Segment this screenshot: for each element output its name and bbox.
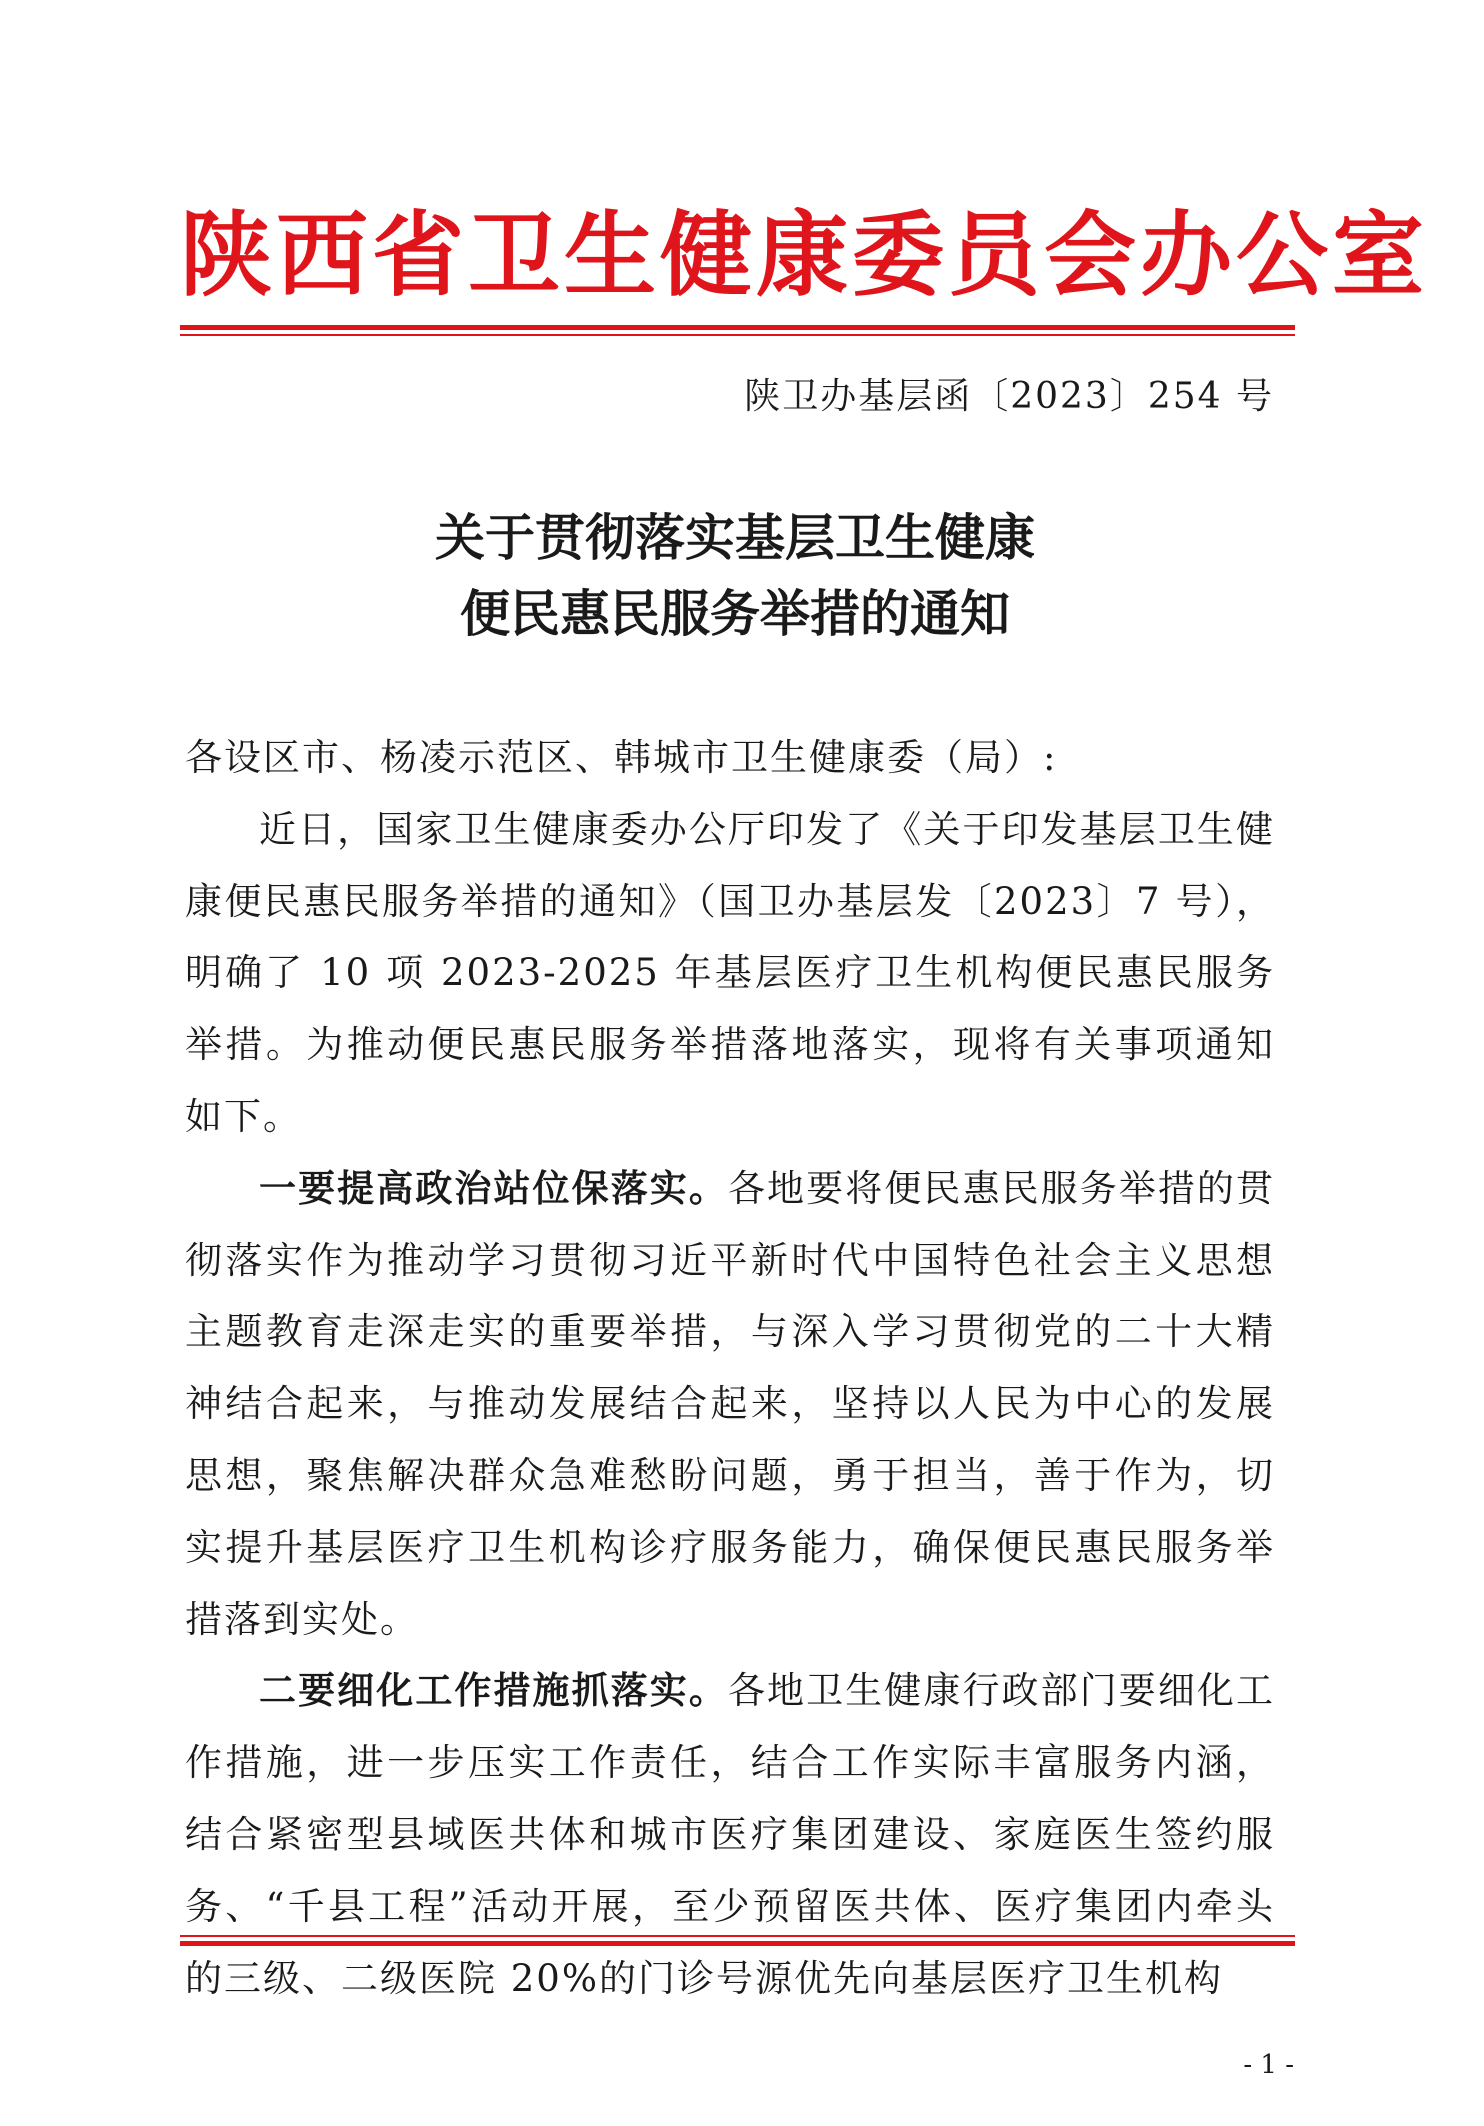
- page-number: - 1 -: [1243, 2050, 1294, 2080]
- document-body: [185, 722, 1275, 2014]
- title-line-1: 关于贯彻落实基层卫生健康: [435, 508, 1035, 567]
- salutation: 各设区市、杨凌示范区、韩城市卫生健康委（局）:: [185, 736, 1058, 779]
- document-number: 陕卫办基层函〔2023〕254 号: [744, 376, 1274, 417]
- section-1-lead: 一要提高政治站位保落实。: [259, 1165, 728, 1210]
- document-title: [180, 500, 1290, 652]
- section-2-text: 各地卫生健康行政部门要细化工作措施，进一步压实工作责任，结合工作实际丰富服务内涵，结合紧密型县域医共体和城市医疗集团建设、家庭医生签约服务、“千县工程”活动开展，至少预留医共体、医疗集团内牵头的三级、二级医院 20%的门诊号源优先向基层医疗卫生机构: [185, 1669, 1276, 2000]
- masthead: 陕西省卫生健康委员会办公室: [180, 201, 1429, 309]
- title-line-2: 便民惠民服务举措的通知: [460, 584, 1010, 643]
- section-1-text: 各地要将便民惠民服务举措的贯彻落实作为推动学习贯彻习近平新时代中国特色社会主义思想主题教育走深走实的重要举措，与深入学习贯彻党的二十大精神结合起来，与推动发展结合起来，坚持以人民为中心的发展思想，聚焦解决群众急难愁盼问题，勇于担当，善于作为，切实提升基层医疗卫生机构诊疗服务能力，确保便民惠民服务举措落到实处。: [185, 1166, 1276, 1641]
- section-2-paragraph: [185, 1655, 1275, 2014]
- intro-paragraph: 近日，国家卫生健康委办公厅印发了《关于印发基层卫生健康便民惠民服务举措的通知》（国卫办基层发〔2023〕7 号），明确了 10 项 2023-2025 年基层医疗卫生机构便民惠民服务举措。为推动便民惠民服务举措落地落实，现将有关事项通知如下。: [185, 807, 1275, 1138]
- section-1-paragraph: [185, 1153, 1275, 1656]
- header-divider: [180, 325, 1295, 336]
- section-2-lead: 二要细化工作措施抓落实。: [259, 1668, 728, 1713]
- footer-divider: [180, 1935, 1295, 1946]
